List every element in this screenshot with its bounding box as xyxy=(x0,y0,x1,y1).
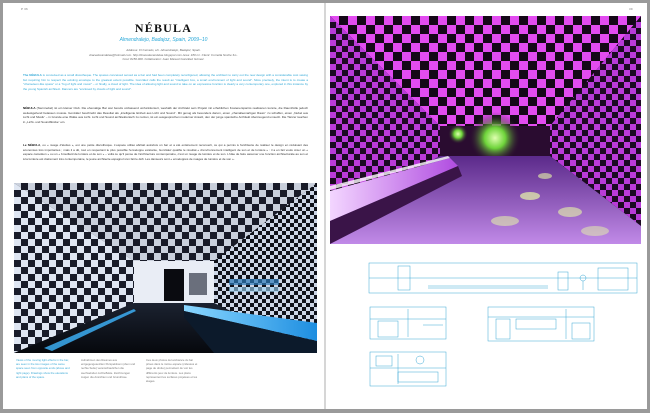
right-page xyxy=(326,3,647,409)
drawing-elevation xyxy=(368,258,638,298)
paragraph-french xyxy=(23,143,308,161)
article-title: NÉBULA xyxy=(134,21,193,35)
paragraph-text: (Sternnebel) ist ein kleiner Club. Die ehemalige Bar war bereits umfassend umfunktioniert, weshalb der Architekt sein Projekt mit erheblichen Kostenersparnis realisieren konnte, die Raumhülle jedoch weitestgehend belassen musste. González beschreibt das Resultat als „intelligente Einheit aus Licht und Sound“. Mit genug als besonders darum, einen „chamäleonartigen Raum“ zu schaffen, einen „Nebel aus Licht und Musik“ – in Grunde eine Wolke aus Licht. Licht und Sound architektonisch zu nutzen, ist ein ausgesprochen moderner Ansatz, den der junge spanische Architekt überzeugend umsetzt. Die Tänzer tauchen in „Licht- und Soundblöcke“ ein. xyxy=(23,106,308,124)
paragraph-lead: NÉBULA xyxy=(23,106,36,110)
drawing-section-right-lines xyxy=(486,303,596,345)
drawing-section-left xyxy=(368,303,448,343)
caption-french: Ces deux photos del ambiance du bar prises dans le même espace (cidessus et page de droite) permettent de voir les différents jeux de lumière. Les plans représentent les surfaces projetées et les étages. xyxy=(146,358,198,384)
left-folio: P 36 xyxy=(21,7,28,11)
magazine-spread xyxy=(3,3,647,409)
caption-english: Views of the moving light effects in the bar, are seen in the two images of the same space seen from opposite ends (above and right page). Drawings show the elevations and plans of the space. xyxy=(16,358,70,379)
credits-line: Address: Cl Cerrado, s/n. Almendralejo, Badajoz, Spain. xyxy=(126,48,201,52)
left-page xyxy=(3,3,324,409)
photo-dance-floor-image xyxy=(330,16,641,244)
article-credits xyxy=(63,48,264,62)
drawing-plan-lines xyxy=(368,348,448,390)
photo-dance-floor xyxy=(330,16,641,244)
caption-german: Aufnahmen des Raumes aus entgegengesetzten Perspektiven (oben und rechte Seite) veranschaulichen die wechselnden Lichteffekte. Zeichnungen zeigen die Ansichten und Grundrisse. xyxy=(81,358,136,379)
paragraph-english xyxy=(23,73,308,91)
drawing-section-right xyxy=(486,303,596,345)
paragraph-lead: Le NÉBULA xyxy=(23,143,41,147)
drawing-plan xyxy=(368,348,448,390)
article-subtitle: Almendralejo, Badajoz, Spain, 2009–10 xyxy=(119,37,208,43)
photo-bar-interior-image xyxy=(14,183,317,353)
paragraph-text: , ou « nuage d'étoiles », est une petite discothèque. L'espace utilisé abritait autrefois un bar et a été entièrement reconverti, ce qui a permis à l'architecte de réaliser le design en réduisant des économies très importantes ; mais il a dû, tout en respectant le plus possible l'enveloppe existante, González qualifie le résultat « d'environnement intelligent de son et de lumière » : il a en fait voulu créer un « espace caméléon » ou un « brouillard de lumière et de son » – voilà ce qu'il pense de l'architecture contemporaine, c'est un nuage de lumière et de son. L'idée de faire assumer une fonction architecturale au son et à la lumière est clairement très contemporaine, le jeune architecte espagnol s'en fait le défi. Les danseurs sont « enveloppés de nuages de lumière et de son ». xyxy=(23,143,308,161)
drawing-elevation-lines xyxy=(368,258,638,298)
right-folio: 39 xyxy=(629,7,633,11)
paragraph-german xyxy=(23,106,308,124)
paragraph-text: is conceived as a small discotheque. The spaces conceived served as a bar and had been completely reconfigured, allowing the architect to carry out the new design with a considerable cost saving but requiring him to respect the existing envelope to the greatest extent possible. González calls the result an "intelligent box, a smart environment of light and sound". More precisely, the intent is to create a "chameleon-like space" or a "fog of light and music" – or finally, a cloud of light. The idea of allowing light and sound to take on an expressive function is clearly a very contemporary one, explored in this instance by the young Spanish architect. Dancers are "enclosed by clouds of light and sound". xyxy=(23,73,308,91)
paragraph-lead: The NÉBULA xyxy=(23,73,42,77)
credits-line: Cost: €150.000. Collaborator: Juan Manuel González Gómez. xyxy=(122,57,205,62)
photo-bar-interior xyxy=(14,183,317,353)
drawing-section-left-lines xyxy=(368,303,448,343)
credits-line: dracedecandelas@hotmail.com. http://dracedecandelas.blogspot.com Area: 180 m². Client: Cornella Noche S.L. xyxy=(89,52,238,57)
